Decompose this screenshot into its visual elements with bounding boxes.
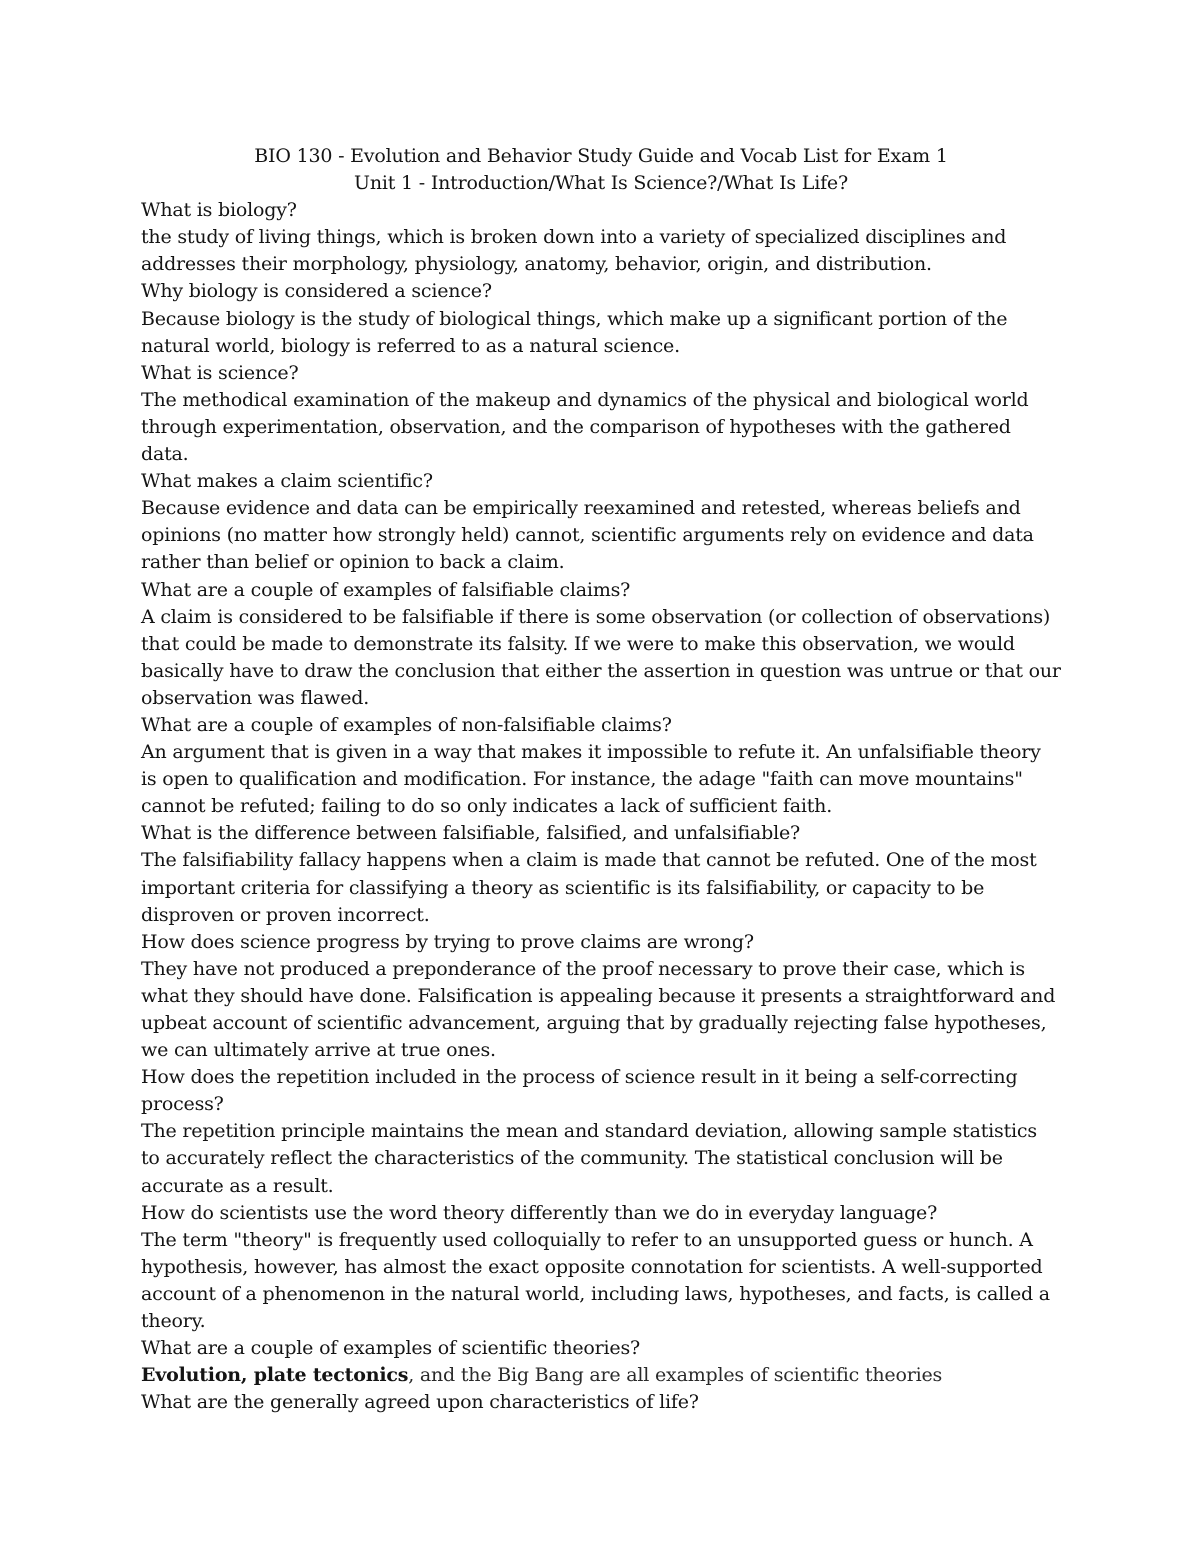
answer-3: The methodical examination of the makeup and dynamics of the physical and biological world through experimentation, observation, and the comparison of hypotheses with the gathered data. (141, 388, 1029, 466)
answer-9: The repetition principle maintains the mean and standard deviation, allowing sample statistics to accurately reflect the characteristics of the community. The statistical conclusion will be accurate as a result. (141, 1120, 1037, 1197)
answer-7: The falsifiability fallacy happens when a claim is made that cannot be refuted. One of the most important criteria for classifying a theory as scientific is its falsifiability, or capacity to be disproven or proven incorrect. (141, 849, 1037, 926)
document-subtitle: Unit 1 - Introduction/What Is Science?/What Is Life? (354, 172, 848, 195)
question-1: What is biology? (141, 199, 297, 222)
answer-6: An argument that is given in a way that makes it impossible to refute it. An unfalsifiable theory is open to qualification and modification. For instance, the adage "faith can move mountains" cannot be refuted; failing to do so only indicates a lack of sufficient faith. (141, 741, 1041, 818)
question-final: What are the generally agreed upon characteristics of life? (141, 1391, 699, 1414)
answer-4: Because evidence and data can be empirically reexamined and retested, whereas beliefs and opinions (no matter how strongly held) cannot, scientific arguments rely on evidence and data rather than belief or opinion to back a claim. (141, 497, 1034, 574)
answer-5: A claim is considered to be falsifiable if there is some observation (or collection of observations) that could be made to demonstrate its falsity. If we were to make this observation, we would basically have to draw the conclusion that either the assertion in question was untrue or that our observation was flawed. (141, 605, 1061, 709)
document-title: BIO 130 - Evolution and Behavior Study Guide and Vocab List for Exam 1 (254, 145, 948, 167)
answer-examples-bold: Evolution, plate tectonics (141, 1364, 409, 1387)
answer-8: They have not produced a preponderance of the proof necessary to prove their case, which is what they should have done. Falsification is appealing because it presents a straightforward and upbeat account of scientific advancement, arguing that by gradually rejecting false hypotheses, we can ultimately arrive at true ones. (141, 957, 1056, 1062)
question-3: What is science? (141, 361, 299, 384)
question-9: How does the repetition included in the process of science result in it being a self-correcting process? (141, 1066, 1018, 1116)
question-4: What makes a claim scientific? (141, 470, 433, 493)
answer-2: Because biology is the study of biological things, which make up a significant portion of the natural world, biology is referred to as a natural science. (141, 307, 1008, 357)
answer-10: The term "theory" is frequently used colloquially to refer to an unsupported guess or hunch. A hypothesis, however, has almost the exact opposite connotation for scientists. A well-supported account of a phenomenon in the natural world, including laws, hypotheses, and facts, is called a theory. (141, 1228, 1050, 1333)
question-10: How do scientists use the word theory differently than we do in everyday language? (141, 1201, 938, 1224)
question-2: Why biology is considered a science? (141, 280, 492, 303)
document-page (141, 143, 1061, 1416)
question-6: What are a couple of examples of non-falsifiable claims? (141, 713, 672, 736)
qa-list (141, 197, 1061, 1416)
answer-examples-rest: , and the Big Bang are all examples of scientific theories (408, 1364, 943, 1387)
answer-1: the study of living things, which is broken down into a variety of specialized disciplines and addresses their morphology, physiology, anatomy, behavior, origin, and distribution. (141, 226, 1007, 276)
question-examples: What are a couple of examples of scientific theories? (141, 1337, 641, 1360)
answer-examples (141, 1362, 1061, 1389)
question-5: What are a couple of examples of falsifiable claims? (141, 578, 631, 601)
question-8: How does science progress by trying to prove claims are wrong? (141, 930, 754, 953)
question-7: What is the difference between falsifiable, falsified, and unfalsifiable? (141, 822, 801, 845)
